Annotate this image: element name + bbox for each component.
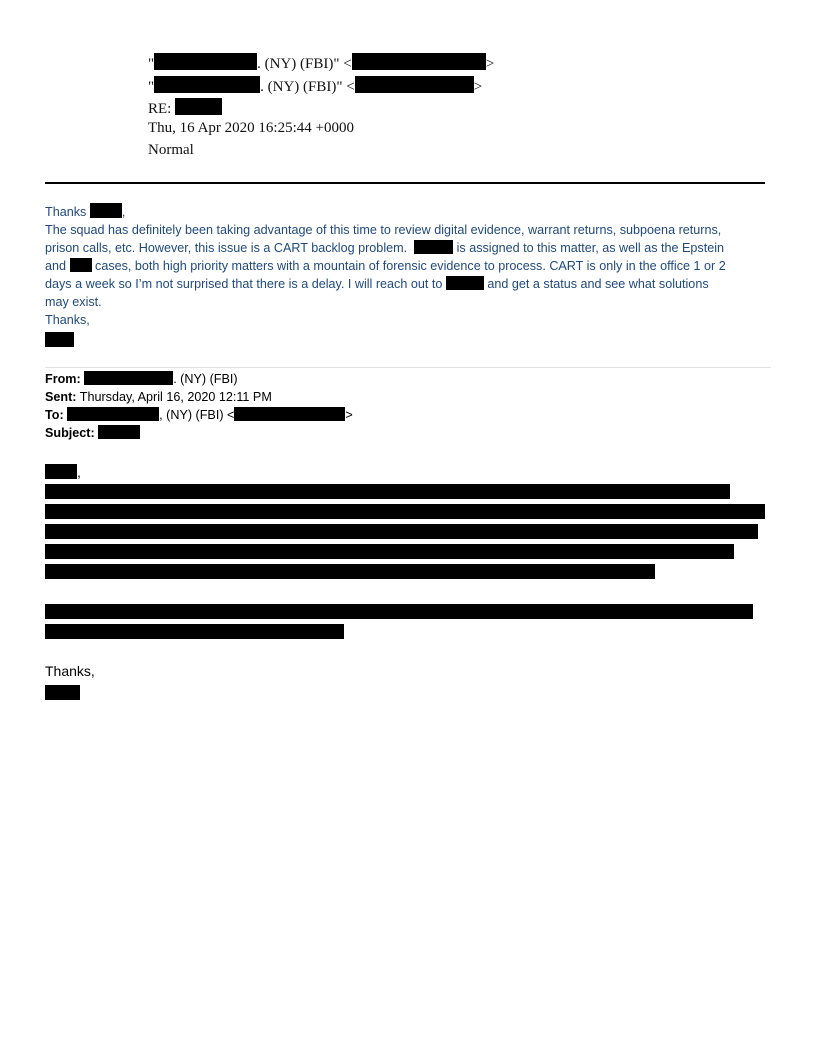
redaction-block bbox=[67, 407, 159, 421]
redaction-bar bbox=[45, 524, 758, 539]
redaction-block bbox=[45, 464, 77, 479]
header-subject-value: RE: bbox=[148, 98, 222, 118]
redaction-bar bbox=[45, 484, 730, 499]
header-to-value: " . (NY) (FBI)" < > bbox=[148, 76, 482, 96]
message-divider bbox=[45, 367, 771, 368]
reply-greeting: Thanks , bbox=[45, 205, 126, 219]
forwarded-closing: Thanks, bbox=[45, 663, 95, 679]
redaction-block bbox=[45, 685, 80, 700]
redaction-block bbox=[355, 76, 474, 93]
reply-line: may exist. bbox=[45, 295, 102, 309]
forwarded-to-row: To: , (NY) (FBI) < > bbox=[45, 408, 353, 422]
header-date-value: Thu, 16 Apr 2020 16:25:44 +0000 bbox=[148, 120, 354, 136]
redaction-block bbox=[414, 240, 453, 254]
redaction-bar bbox=[45, 544, 734, 559]
forwarded-sent-row: Sent: Thursday, April 16, 2020 12:11 PM bbox=[45, 390, 272, 404]
redaction-block bbox=[84, 371, 173, 385]
header-importance-value: Normal bbox=[148, 142, 194, 158]
forwarded-greeting: , bbox=[45, 464, 81, 480]
forwarded-from-row: From: . (NY) (FBI) bbox=[45, 372, 238, 386]
redaction-bar bbox=[45, 504, 765, 519]
redaction-block bbox=[175, 98, 222, 115]
reply-line: and cases, both high priority matters with a mountain of forensic evidence to process. CART is only in the office 1 or 2 bbox=[45, 259, 726, 273]
redaction-block bbox=[98, 425, 140, 439]
redaction-block bbox=[45, 332, 74, 347]
forwarded-subject-row: Subject: bbox=[45, 424, 353, 442]
reply-line: prison calls, etc. However, this issue is a CART backlog problem. is assigned to this matter, as well as the Epstein bbox=[45, 241, 725, 255]
reply-closing: Thanks, bbox=[45, 313, 90, 327]
forwarded-header bbox=[45, 370, 353, 442]
redaction-block bbox=[446, 276, 484, 290]
header-from-value: " . (NY) (FBI)" < > bbox=[148, 53, 494, 73]
reply-line4b: and get a status and see what solutions bbox=[487, 277, 709, 291]
reply-signature bbox=[45, 329, 773, 350]
header-divider bbox=[45, 182, 765, 184]
redaction-block bbox=[70, 258, 92, 272]
redaction-bar bbox=[45, 624, 344, 639]
redaction-bar bbox=[45, 604, 753, 619]
redaction-block bbox=[154, 53, 257, 70]
redaction-block bbox=[352, 53, 486, 70]
reply-line: days a week so I’m not surprised that there is a delay. I will reach out to and get a status and see what solutions bbox=[45, 277, 709, 291]
redaction-block bbox=[154, 76, 260, 93]
redaction-block bbox=[234, 407, 345, 421]
redaction-bar bbox=[45, 564, 655, 579]
reply-body bbox=[45, 203, 773, 350]
redaction-block bbox=[90, 203, 122, 218]
reply-line: The squad has definitely been taking advantage of this time to review digital evidence, warrant returns, subpoena returns, bbox=[45, 223, 722, 237]
